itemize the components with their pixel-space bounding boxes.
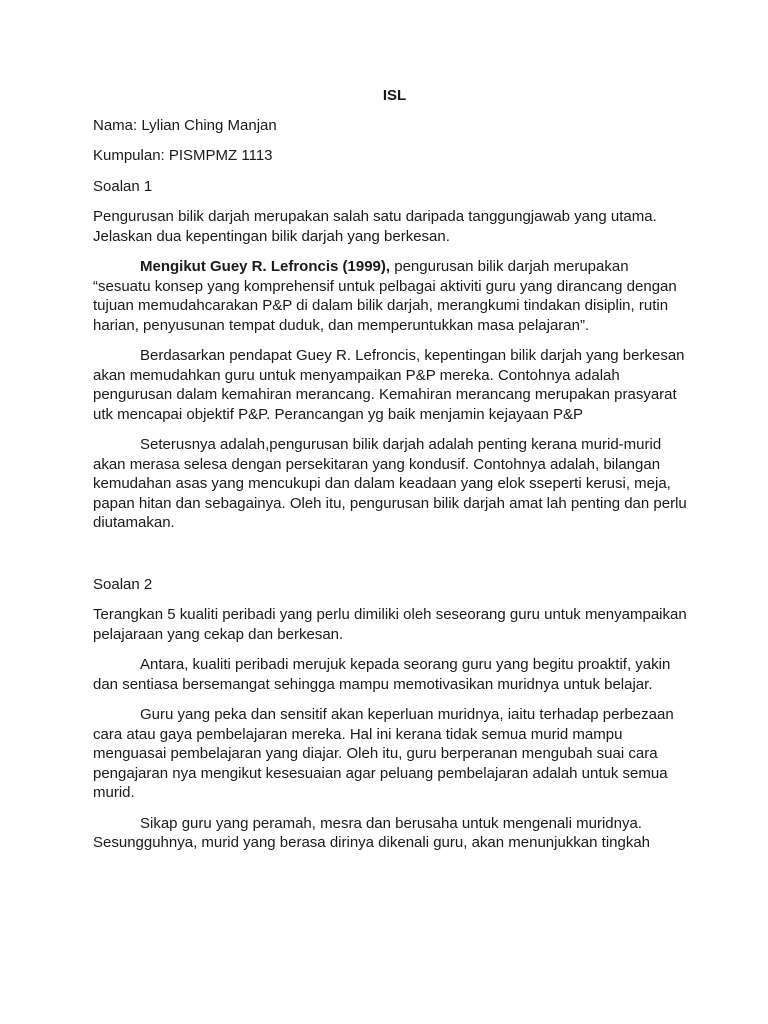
question-1-heading: Soalan 1 xyxy=(93,177,153,195)
answer-1-paragraph-3: Seterusnya adalah,pengurusan bilik darjah adalah penting kerana murid-murid akan merasa selesa dengan persekitaran yang kondusif. Contohnya adalah, bilangan kemudahan asas yang mencukupi dan dalam keadaan yang elok sseperti kerusi, meja, papan hitan dan sebagainya. Oleh itu, pengurusan bilik darjah amat lah penting dan perlu diutamakan. xyxy=(93,436,687,531)
answer-2-paragraph-3: Sikap guru yang peramah, mesra dan berusaha untuk mengenali muridnya. Sesungguhnya, murid yang berasa dirinya dikenali guru, akan menunjukkan tingkah xyxy=(93,814,651,851)
question-2-text: Terangkan 5 kualiti peribadi yang perlu dimiliki oleh seseorang guru untuk menyampaikan pelajaraan yang cekap dan berkesan. xyxy=(93,606,687,643)
answer-1-paragraph-1 xyxy=(93,257,688,335)
answer-2-paragraph-2: Guru yang peka dan sensitif akan keperluan muridnya, iaitu terhadap perbezaan cara atau gaya pembelajaran mereka. Hal ini kerana tidak semua murid mampu menguasai pembelajaran yang diajar. Oleh itu, guru berperanan mengubah suai cara pengajaran nya mengikut kesesuaian agar peluang pembelajaran adalah untuk semua murid. xyxy=(93,706,674,801)
question-1-text: Pengurusan bilik darjah merupakan salah satu daripada tanggungjawab yang utama. Jelaskan dua kepentingan bilik darjah yang berkesan. xyxy=(93,208,657,245)
student-name: Nama: Lylian Ching Manjan xyxy=(93,116,277,134)
answer-1-paragraph-1-text: pengurusan bilik darjah merupakan “sesuatu konsep yang komprehensif untuk pelbagai aktiviti guru yang dirancang dengan tujuan memudahcarakan P&P di dalam bilik darjah, merangkumi tindakan disiplin, rutin harian, penyusunan tempat duduk, dan memperuntukkan masa pelajaran”. xyxy=(93,258,677,334)
question-2-heading: Soalan 2 xyxy=(93,575,153,593)
citation-author: Mengikut Guey R. Lefroncis (1999), xyxy=(140,258,391,275)
answer-2-paragraph-1: Antara, kualiti peribadi merujuk kepada seorang guru yang begitu proaktif, yakin dan sentiasa bersemangat sehingga mampu memotivasikan muridnya untuk belajar. xyxy=(93,656,671,693)
document-title: ISL xyxy=(382,87,407,104)
student-group: Kumpulan: PISMPMZ 1113 xyxy=(93,147,273,164)
answer-1-paragraph-2: Berdasarkan pendapat Guey R. Lefroncis, kepentingan bilik darjah yang berkesan akan memudahkan guru untuk menyampaikan P&P mereka. Contohnya adalah pengurusan dalam kemahiran merancang. Kemahiran merancang merupakan prasyarat utk mencapai objektif P&P. Perancangan yg baik menjamin kejayaan P&P xyxy=(93,347,685,423)
section-spacer xyxy=(93,544,688,575)
